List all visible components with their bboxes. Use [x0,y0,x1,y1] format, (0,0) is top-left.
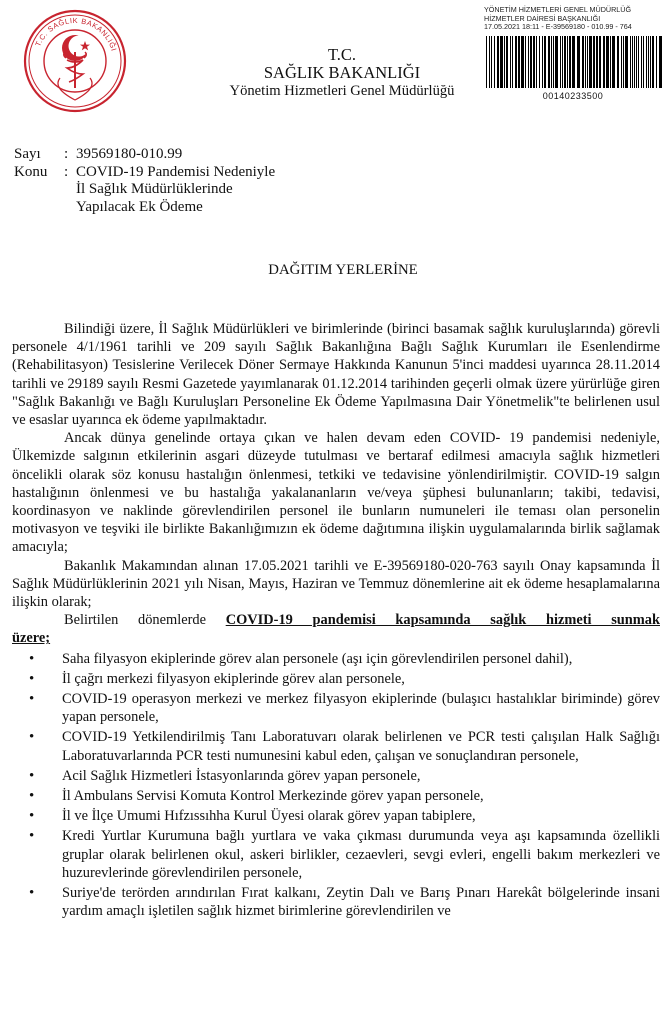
sayi-label: Sayı [14,146,41,162]
barcode-number: 00140233500 [542,90,604,101]
barcode-line-2: HİZMETLER DAİRESİ BAŞKANLIĞI [484,13,601,23]
list-item-text: Suriye'de terörden arındırılan Fırat kalkanı, Zeytin Dalı ve Barış Pınarı Harekât bölgelerinde insani yardım amaçlı işletilen sağlık hizmet birimlerine görevlendirilen ve [62,885,660,920]
barcode-line-1: YÖNETİM HİZMETLERİ GENEL MÜDÜRLÜĞ [484,5,632,14]
konu-lines [76,164,275,217]
konu-line: COVID-19 Pandemisi Nedeniyle [76,163,276,180]
bullet-icon: • [29,650,35,667]
paragraph-4-tail: üzere; [12,630,51,647]
list-item [12,807,660,825]
paragraph-2: Ancak dünya genelinde ortaya çıkan ve halen devam eden COVID- 19 pandemisi nedeniyle, Ülkemizde salgının etkilerinin asgari düzeyde tutulması ve bertaraf edilmesi amacıyla sağlık hizmetleri öncelikli olarak söz konusu hastalığın önlenmesi, tetkiki ve tedavisine yönlendirilmiştir. COVID-19 salgın hastalığının önlenmesi ve bu hastalığa yakalananların ve/veya şüphesi bulunanların; takibi, tedavisi, koordinasyon ve naklinde görevlendirilen personel ile bunların numuneleri ile teması olan personelin motivasyon ve teşviki ile birlikte Bakanlığımızın ek ödeme dağıtımına ilişkin uygulamalarında birlik sağlamak amacıyla; [12,430,660,556]
list-item [12,827,660,882]
document-meta [14,146,275,216]
konu-separator: : [64,163,69,180]
letter-body [12,320,660,923]
list-item-text: COVID-19 Yetkilendirilmiş Tanı Laboratuvarı olarak belirlenen ve PCR testi çalışılan Halk Sağlığı Laboratuvarlarında PCR testi numunesini kabul eden, çalışan ve sonuçlandıran personele, [62,729,660,764]
paragraph-1: Bilindiği üzere, İl Sağlık Müdürlükleri ve birimlerinde (birinci basamak sağlık kuruluşlarında) görevli personele 4/1/1961 tarihli ve 209 sayılı Sağlık Bakanlığına Bağlı Sağlık Kurumları ile Esenlendirme (Rehabilitasyon) Tesislerine Verilecek Döner Sermaye Hakkında Kanunun 5'inci maddesi uyarınca 28.11.2014 tarihli ve 29189 sayılı Resmi Gazetede yayımlanarak 01.12.2014 tarihinden geçerli olmak üzere yürürlüğe giren "Sağlık Bakanlığı ve Bağlı Kuruluşları Personeline Ek Ödeme Yapılmasına Dair Yönetmelik"te belirlenen usul ve esaslar uyarınca ek ödeme yapılmaktadır. [12,321,660,429]
paragraph-4-bold: COVID-19 pandemisi kapsamında sağlık hizmeti sunmak [225,612,660,629]
sayi-separator: : [64,146,69,162]
sayi-row [14,146,275,164]
distribution-title [0,262,668,279]
letterhead [0,46,668,100]
bullet-icon: • [29,691,35,708]
bullet-icon: • [29,767,35,784]
list-item [12,650,660,668]
list-item-text: COVID-19 operasyon merkezi ve merkez filyasyon ekiplerinde (bulaşıcı hastalıklar biriminde) görev yapan personele, [62,691,660,726]
barcode-line-3: 17.05.2021 18:11 - E-39569180 - 010.99 - 764 [484,22,632,32]
distribution-title-text: DAĞITIM YERLERİNE [268,262,418,278]
list-item [12,767,660,785]
konu-row [14,164,275,217]
konu-line: İl Sağlık Müdürlüklerinde [76,181,233,197]
list-item [12,670,660,688]
bullet-list [12,650,660,921]
konu-label: Konu [14,163,48,180]
bullet-icon: • [29,788,35,805]
header-ministry: SAĞLIK BAKANLIĞI [263,63,421,82]
svg-text:T.C. SAĞLIK BAKANLIĞI: T.C. SAĞLIK BAKANLIĞI [33,15,119,53]
header-tc: T.C. [327,45,357,64]
list-item [12,884,660,920]
bullet-icon: • [29,670,35,687]
bullet-icon: • [29,885,35,902]
list-item-text: Kredi Yurtlar Kurumuna bağlı yurtlara ve vaka çıkması durumunda veya aşı kapsamında özellikli gruplar olarak belirlenen okul, askeri birlikler, cezaevleri, sevgi evleri, engelli bakım merkezleri ve huzurevlerinde görevlendirilen personele, [62,828,660,881]
list-item [12,690,660,726]
list-item-text: Acil Sağlık Hizmetleri İstasyonlarında görev yapan personele, [62,767,421,784]
paragraph-3: Bakanlık Makamından alınan 17.05.2021 tarihli ve E-39569180-020-763 sayılı Onay kapsamında İl Sağlık Müdürlüklerinin 2021 yılı Nisan, Mayıs, Haziran ve Temmuz dönemlerine ait ek ödeme hesaplamalarına ilişkin olarak; [12,557,660,611]
bullet-icon: • [29,828,35,845]
list-item [12,728,660,764]
list-item-text: İl ve İlçe Umumi Hıfzıssıhha Kurul Üyesi olarak görev yapan tabiplere, [62,808,476,825]
sayi-value: 39569180-010.99 [76,146,183,162]
bullet-icon: • [29,808,35,825]
list-item-text: İl çağrı merkezi filyasyon ekiplerinde görev alan personele, [62,670,405,687]
header-directorate: Yönetim Hizmetleri Genel Müdürlüğü [229,83,455,99]
paragraph-4 [12,611,660,629]
list-item [12,787,660,805]
paragraph-4-start: Belirtilen dönemlerde [64,612,206,629]
bullet-icon: • [29,729,35,746]
list-item-text: İl Ambulans Servisi Komuta Kontrol Merkezinde görev yapan personele, [62,788,484,805]
konu-line: Yapılacak Ek Ödeme [76,198,203,215]
list-item-text: Saha filyasyon ekiplerinde görev alan personele (aşı için görevlendirilen personel dahil), [62,650,573,667]
